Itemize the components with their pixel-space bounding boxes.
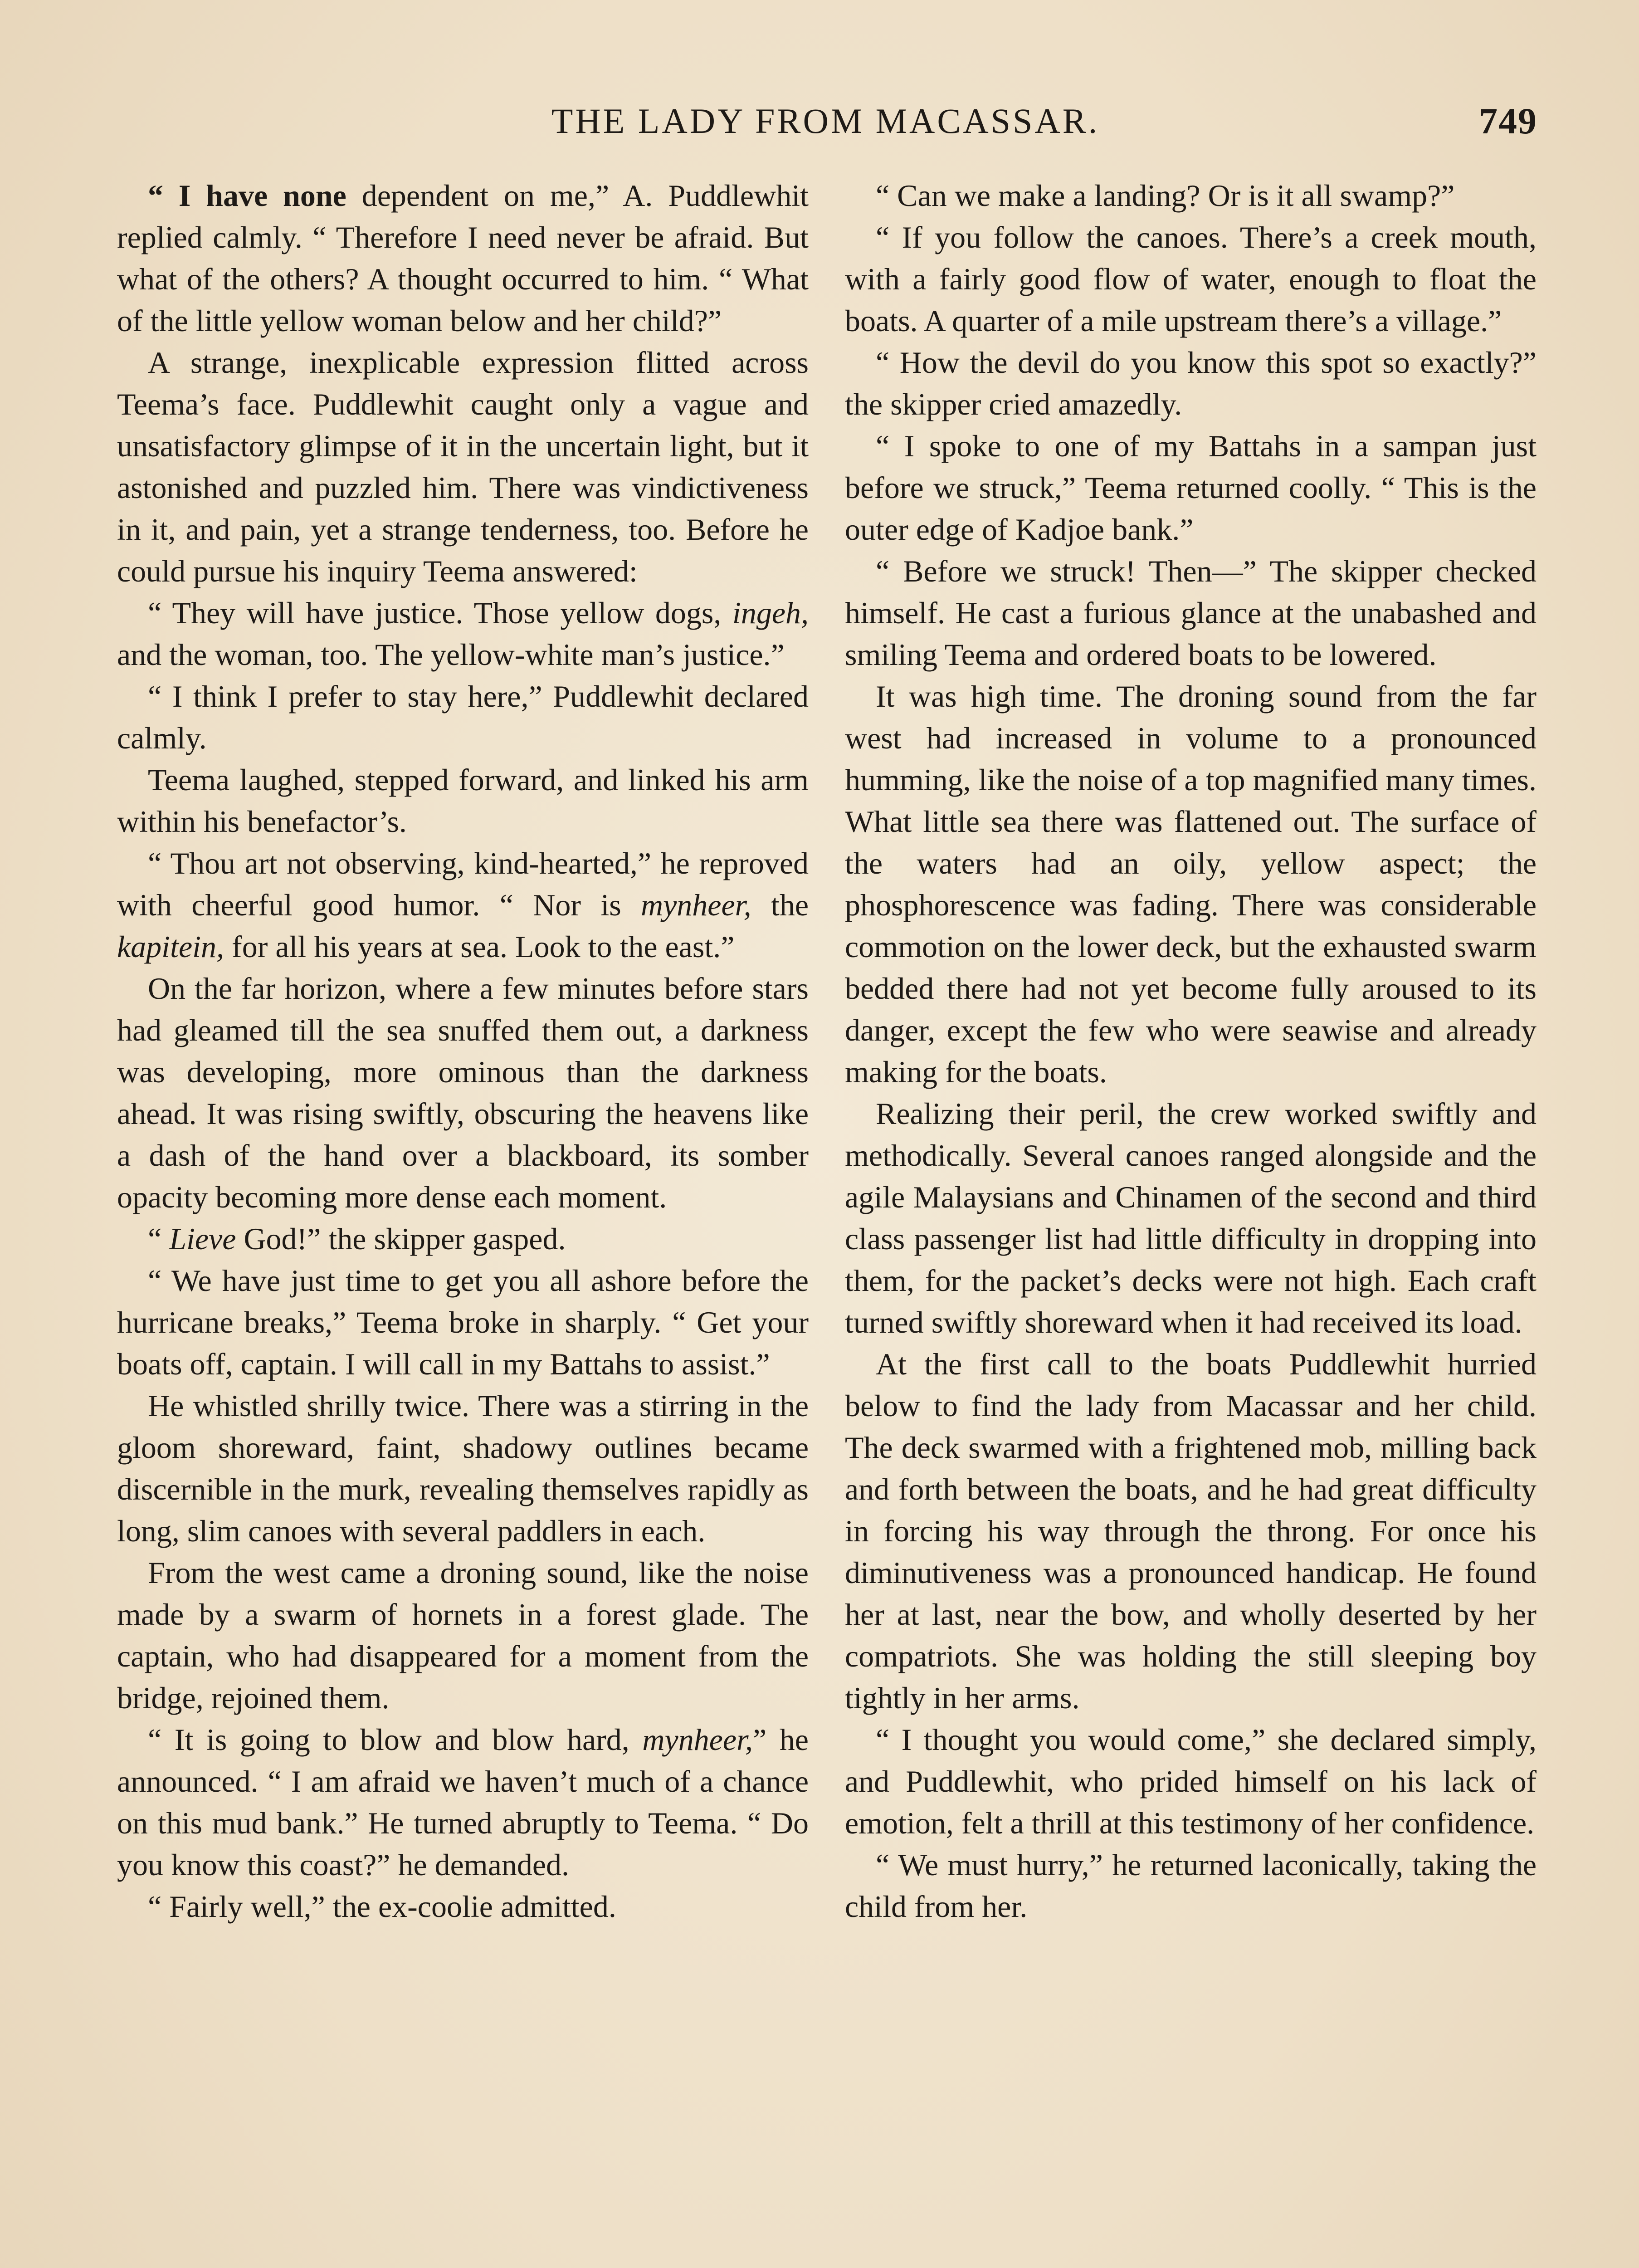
- bold-lead-in: “ I have none: [148, 178, 346, 213]
- paragraph: It was high time. The droning sound from the far west had increased in volume to a pronounced humming, like the noise of a top magnified many times. What little sea there was flattened out. The surface of the waters had an oily, yellow aspect; the phosphorescence was fading. There was considerable commotion on the lower deck, but the exhausted swarm bedded there had not yet become fully aroused to its danger, except the few who were seawise and already making for the boats.: [845, 679, 1537, 1089]
- paragraph: [117, 1218, 809, 1260]
- paragraph: “ How the devil do you know this spot so exactly?” the skipper cried amazedly.: [845, 345, 1537, 421]
- paragraph: On the far horizon, where a few minutes before stars had gleamed till the sea snuffed them out, a darkness was developing, more ominous than the darkness ahead. It was rising swiftly, obscuring the heavens like a dash of the hand over a blackboard, its somber opacity becoming more dense each moment.: [117, 971, 809, 1214]
- paragraph: He whistled shrilly twice. There was a stirring in the gloom shoreward, faint, shadowy outlines became discernible in the murk, revealing themselves rapidly as long, slim canoes with several paddlers in each.: [117, 1388, 809, 1548]
- italic-word: mynheer,: [641, 888, 751, 922]
- paragraph: From the west came a droning sound, like the noise made by a swarm of hornets in a forest glade. The captain, who had disappeared for a moment from the bridge, rejoined them.: [117, 1555, 809, 1715]
- paragraph: Teema laughed, stepped forward, and linked his arm within his benefactor’s.: [117, 763, 809, 839]
- paragraph-text: for all his years at sea. Look to the east.”: [224, 929, 735, 964]
- paragraph-text: “ It is going to blow and blow hard,: [148, 1722, 643, 1757]
- paragraph-text: the: [751, 888, 809, 922]
- page-number: 749: [1479, 100, 1537, 142]
- paragraph: [117, 1719, 809, 1886]
- paragraph: [117, 592, 809, 675]
- paragraph: “ We have just time to get you all ashore before the hurricane breaks,” Teema broke in sharply. “ Get your boats off, captain. I will call in my Battahs to assist.”: [117, 1263, 809, 1381]
- paragraph-text: “ Thou art not observing, kind-hearted,” he reproved with cheerful good humor. “ Nor is: [117, 846, 809, 922]
- right-column: [845, 175, 1537, 2268]
- paragraph: “ I think I prefer to stay here,” Puddlewhit declared calmly.: [117, 679, 809, 755]
- paragraph: At the first call to the boats Puddlewhit hurried below to find the lady from Macassar and her child. The deck swarmed with a frightened mob, milling back and forth between the boats, and he had great difficulty in forcing his way through the throng. For once his diminutiveness was a pronounced handicap. He found her at last, near the bow, and wholly deserted by her compatriots. She was holding the still sleeping boy tightly in her arms.: [845, 1347, 1537, 1715]
- paragraph: “ Before we struck! Then—” The skipper checked himself. He cast a furious glance at the unabashed and smiling Teema and ordered boats to be lowered.: [845, 554, 1537, 672]
- paragraph-text: “ They will have justice. Those yellow dogs,: [148, 596, 732, 630]
- paragraph: [117, 842, 809, 968]
- paragraph: [117, 175, 809, 342]
- italic-word: kapitein,: [117, 929, 224, 964]
- paragraph: “ If you follow the canoes. There’s a creek mouth, with a fairly good flow of water, enough to float the boats. A quarter of a mile upstream there’s a village.”: [845, 220, 1537, 338]
- paragraph: “ I thought you would come,” she declared simply, and Puddlewhit, who prided himself on his lack of emotion, felt a thrill at this testimony of her confidence.: [845, 1722, 1537, 1840]
- paragraph-text: ” he announced. “ I am afraid we haven’t much of a chance on this mud bank.” He turned abruptly to Teema. “ Do you know this coast?” he demanded.: [117, 1722, 809, 1882]
- text-columns: [117, 175, 1537, 2268]
- paragraph: Realizing their peril, the crew worked swiftly and methodically. Several canoes ranged alongside and the agile Malaysians and Chinamen of the second and third class passenger list had little difficulty in dropping into them, for the packet’s decks were not high. Each craft turned swiftly shoreward when it had received its load.: [845, 1096, 1537, 1339]
- paragraph: “ Fairly well,” the ex-coolie admitted.: [148, 1889, 616, 1924]
- paragraph-text: dependent on me,” A. Puddlewhit replied calmly. “ Therefore I need never be afraid. But what of the others? A thought occurred to him. “ What of the little yellow woman below and her child?”: [117, 178, 809, 338]
- paragraph: A strange, inexplicable expression flitted across Teema’s face. Puddlewhit caught only a vague and unsatisfactory glimpse of it in the uncertain light, but it astonished and puzzled him. There was vindictiveness in it, and pain, yet a strange tenderness, too. Before he could pursue his inquiry Teema answered:: [117, 345, 809, 588]
- paragraph-text: and the woman, too. The yellow-white man’s justice.”: [117, 637, 785, 672]
- paragraph: “ I spoke to one of my Battahs in a sampan just before we struck,” Teema returned coolly. “ This is the outer edge of Kadjoe bank.”: [845, 429, 1537, 547]
- running-head: THE LADY FROM MACASSAR.: [551, 101, 1100, 141]
- paragraph-text: God!” the skipper gasped.: [236, 1222, 566, 1256]
- paragraph-text: “: [148, 1222, 170, 1256]
- italic-word: Lieve: [169, 1222, 236, 1256]
- italic-word: mynheer,: [642, 1722, 753, 1757]
- paragraph: “ Can we make a landing? Or is it all swamp?”: [876, 178, 1455, 213]
- page-header: [113, 96, 1537, 146]
- left-column: [117, 175, 809, 2268]
- paragraph: “ We must hurry,” he returned laconically, taking the child from her.: [845, 1848, 1537, 1924]
- italic-word: ingeh,: [732, 596, 809, 630]
